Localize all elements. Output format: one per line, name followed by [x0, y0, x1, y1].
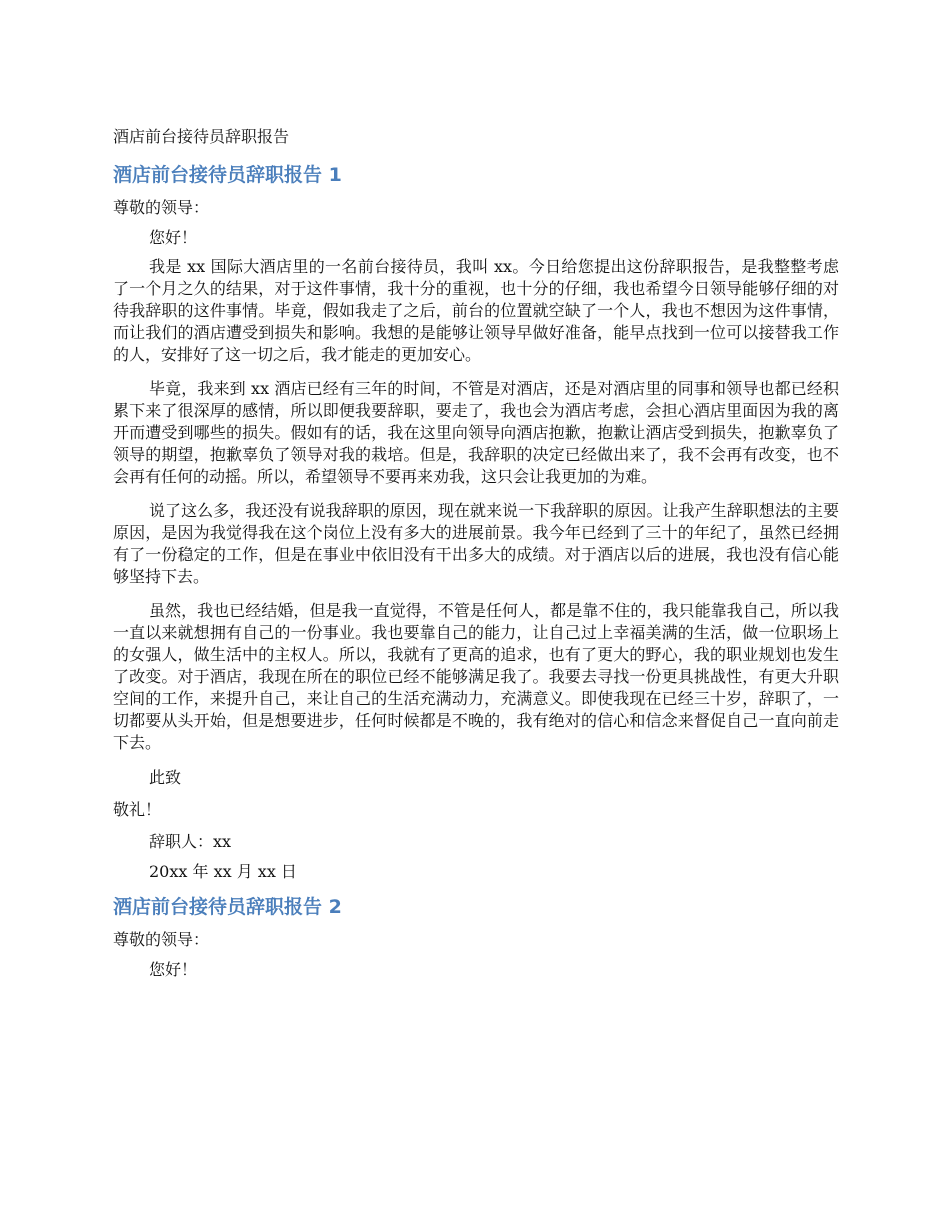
section-heading-2: 酒店前台接待员辞职报告 2 [113, 896, 342, 918]
section-heading-1: 酒店前台接待员辞职报告 1 [113, 164, 342, 186]
sign-off: 此致 [149, 768, 182, 787]
greeting: 您好！ [149, 228, 198, 247]
document-title: 酒店前台接待员辞职报告 [113, 127, 290, 146]
greeting: 您好！ [149, 960, 198, 979]
document-body [113, 122, 839, 988]
body-paragraph: 我是 xx 国际大酒店里的一名前台接待员，我叫 xx。今日给您提出这份辞职报告，是我整整考虑了一个月之久的结果，对于这件事情，我十分的重视，也十分的仔细，我也希望今日领导能够仔细的对待我辞职的这件事情。毕竟，假如我走了之后，前台的位置就空缺了一个人，我也不想因为这件事情，而让我们的酒店遭受到损失和影响。我想的是能够让领导早做好准备，能早点找到一位可以接替我工作的人，安排好了这一切之后，我才能走的更加安心。 [113, 257, 839, 364]
salutation: 尊敬的领导： [113, 198, 210, 217]
body-paragraph: 毕竟，我来到 xx 酒店已经有三年的时间，不管是对酒店，还是对酒店里的同事和领导也都已经积累下来了很深厚的感情，所以即便我要辞职，要走了，我也会为酒店考虑，会担心酒店里面因为我的离开而遭受到哪些的损失。假如有的话，我在这里向领导向酒店抱歉，抱歉让酒店受到损失，抱歉辜负了领导的期望，抱歉辜负了领导对我的栽培。但是，我辞职的决定已经做出来了，我不会再有改变，也不会再有任何的动摇。所以，希望领导不要再来劝我，这只会让我更加的为难。 [113, 379, 839, 486]
body-paragraph: 虽然，我也已经结婚，但是我一直觉得，不管是任何人，都是靠不住的，我只能靠我自己，所以我一直以来就想拥有自己的一份事业。我也要靠自己的能力，让自己过上幸福美满的生活，做一位职场上的女强人，做生活中的主权人。所以，我就有了更高的追求，也有了更大的野心，我的职业规划也发生了改变。对于酒店，我现在所在的职位已经不能够满足我了。我要去寻找一份更具挑战性，有更大升职空间的工作，来提升自己，来让自己的生活充满动力，充满意义。即使我现在已经三十岁，辞职了，一切都要从头开始，但是想要进步，任何时候都是不晚的，我有绝对的信心和信念来督促自己一直向前走下去。 [113, 601, 839, 752]
salutation: 尊敬的领导： [113, 930, 210, 949]
date-line: 20xx 年 xx 月 xx 日 [149, 862, 297, 881]
signer: 辞职人：xx [149, 832, 232, 851]
body-paragraph: 说了这么多，我还没有说我辞职的原因，现在就来说一下我辞职的原因。让我产生辞职想法的主要原因，是因为我觉得我在这个岗位上没有多大的进展前景。我今年已经到了三十的年纪了，虽然已经拥有了一份稳定的工作，但是在事业中依旧没有干出多大的成绩。对于酒店以后的进展，我也没有信心能够坚持下去。 [113, 501, 839, 586]
regards: 敬礼！ [113, 800, 162, 819]
